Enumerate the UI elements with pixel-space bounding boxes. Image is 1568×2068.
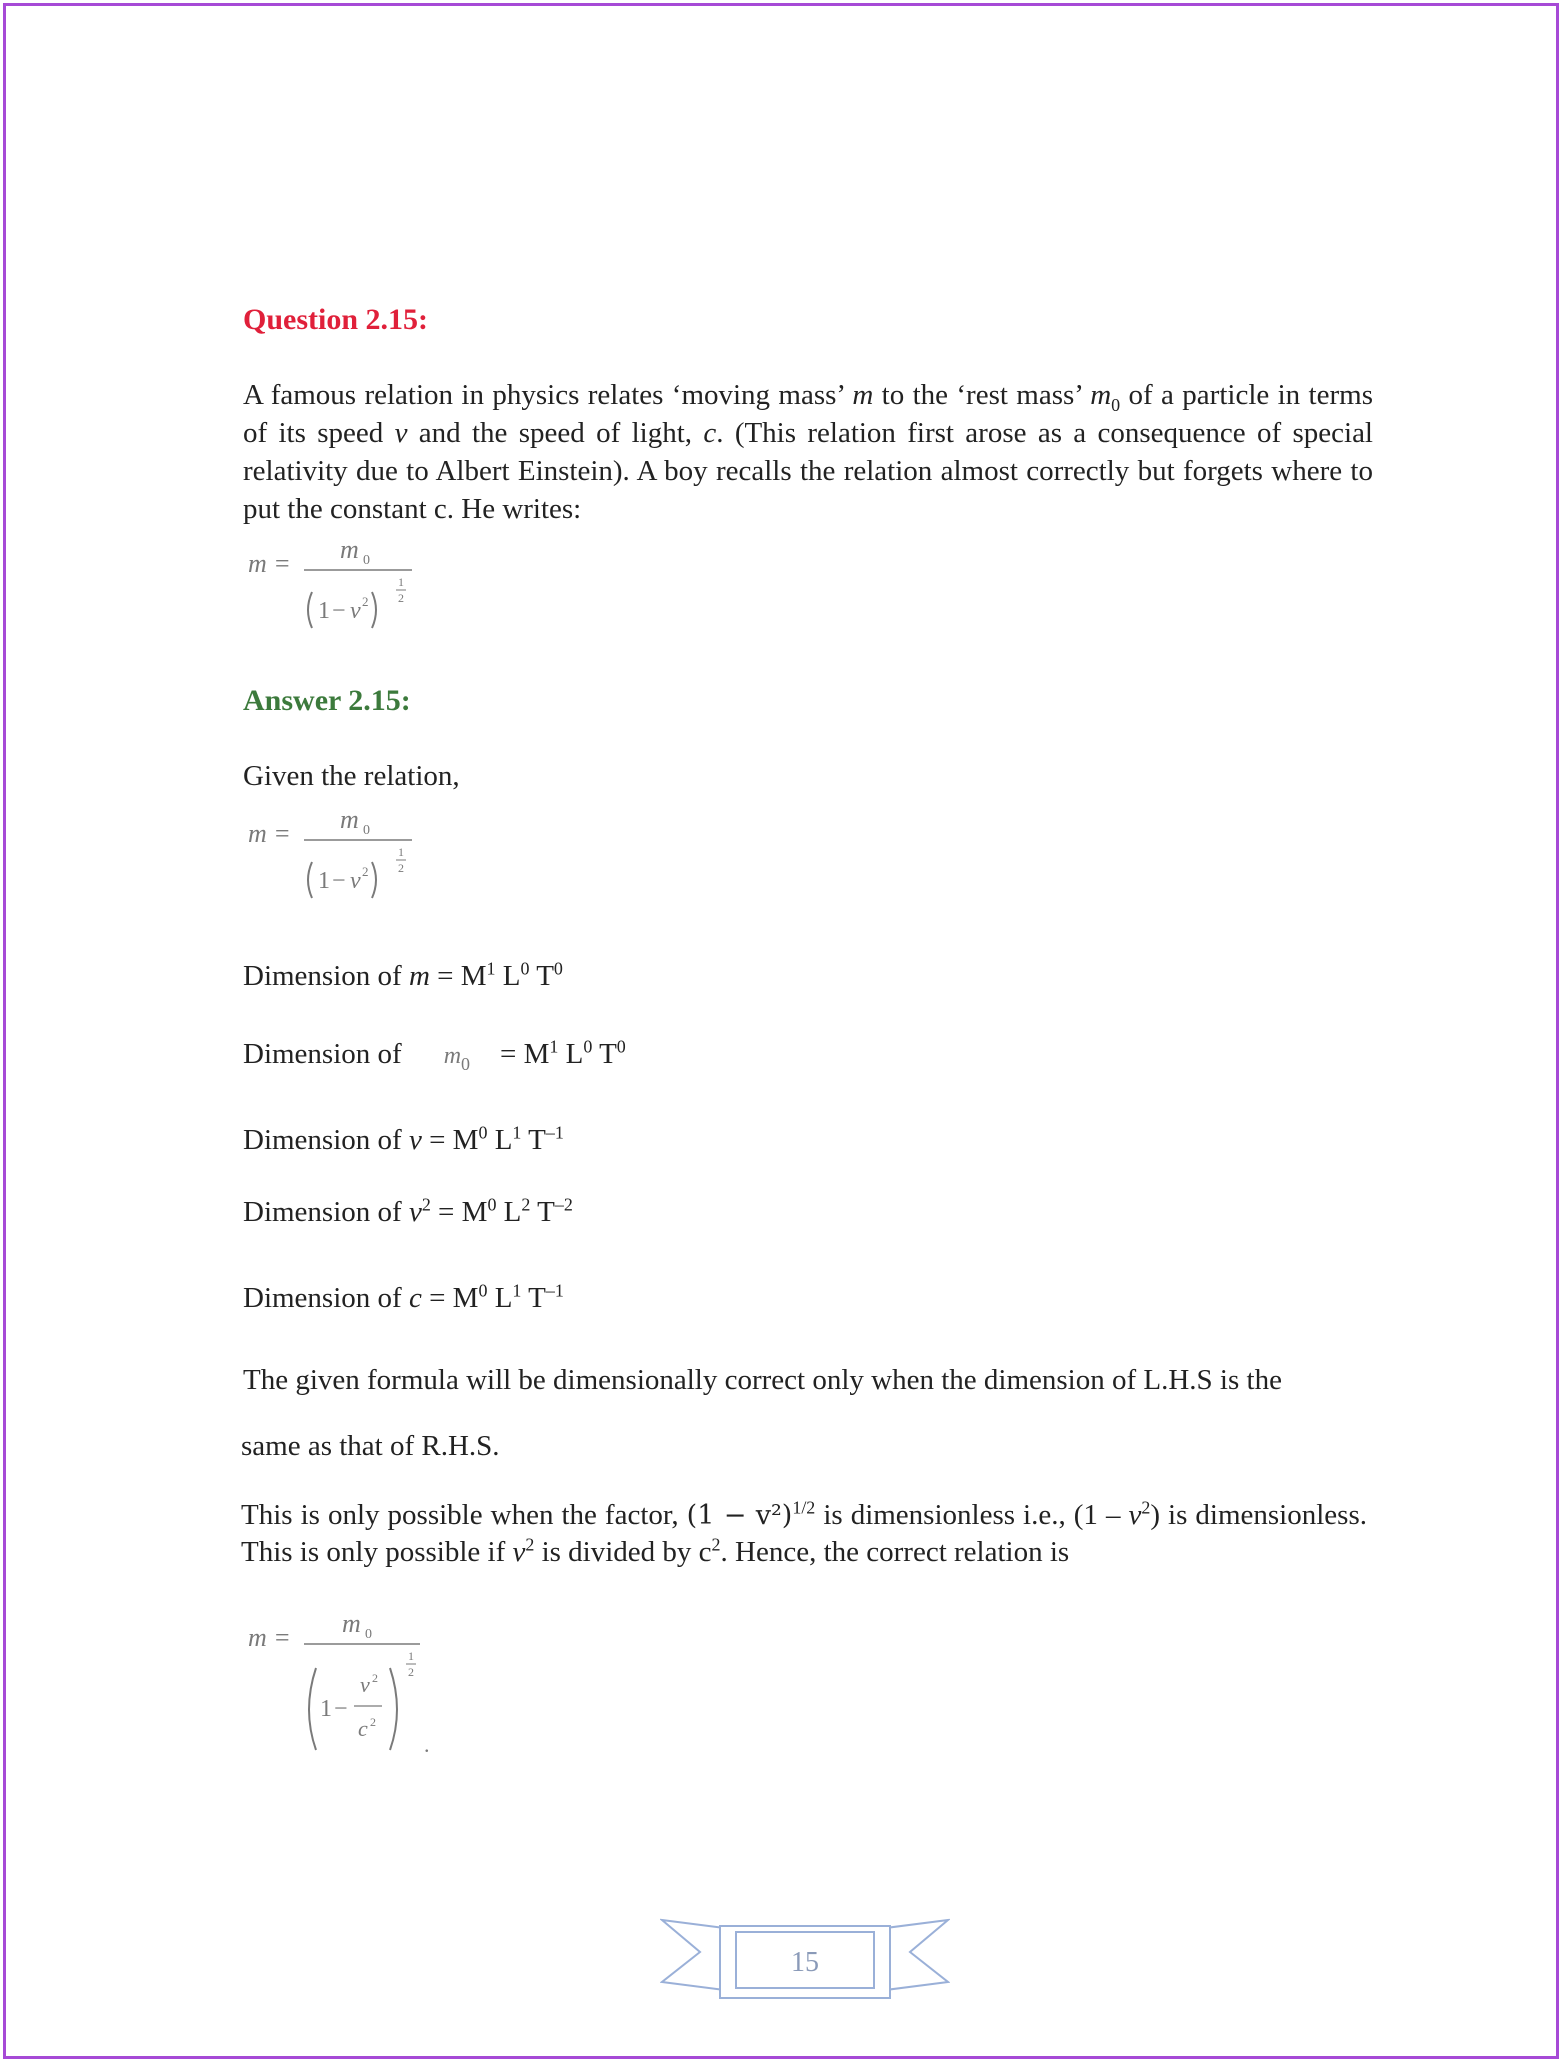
svg-text:0: 0	[363, 823, 370, 838]
svg-text:m: m	[340, 805, 359, 834]
dimension-c: Dimension of $c = M^0$ $L^1$ $T^{-1}$	[243, 1280, 564, 1314]
svg-text:m: m	[340, 535, 359, 564]
svg-text:−: −	[332, 868, 346, 894]
page-number-ribbon	[660, 1912, 950, 2002]
svg-text:0: 0	[365, 1627, 372, 1642]
svg-text:v: v	[360, 1672, 370, 1697]
svg-text:m =: m =	[248, 819, 291, 848]
answer-heading: Answer 2.15:	[243, 684, 411, 717]
answer-para-1-line-2: same as that of R.H.S.	[241, 1430, 500, 1462]
svg-text:v: v	[350, 598, 361, 624]
svg-text:1: 1	[320, 1696, 332, 1722]
svg-text:.: .	[424, 1732, 430, 1757]
svg-text:1: 1	[318, 868, 330, 894]
svg-text:2: 2	[398, 861, 404, 875]
equation-incorrect-relation	[246, 530, 426, 655]
equation-given-relation	[246, 800, 426, 925]
svg-text:m: m	[342, 1609, 361, 1638]
svg-text:2: 2	[398, 591, 404, 605]
equation-correct-relation	[246, 1600, 446, 1765]
svg-text:2: 2	[362, 594, 369, 609]
page-number: 15	[791, 1947, 819, 1978]
answer-para-1-line-1: The given formula will be dimensionally correct only when the dimension of L.H.S is the	[243, 1364, 1282, 1396]
svg-text:2: 2	[372, 1671, 378, 1685]
svg-text:2: 2	[408, 1665, 414, 1679]
page-border	[3, 3, 1559, 2059]
svg-text:1: 1	[408, 1649, 414, 1663]
answer-intro: Given the relation,	[243, 760, 460, 792]
question-heading: Question 2.15:	[243, 303, 429, 336]
svg-text:1: 1	[398, 845, 404, 859]
question-text: A famous relation in physics relates ‘moving mass’ m to the ‘rest mass’ $m_0$ of a particle in terms of its speed v and the speed of light, c. (This relation first arose as a consequence of special relativity due to Albert Einstein). A boy recalls the relation almost correctly but forgets where to put the constant c. He writes:	[243, 379, 1373, 525]
dimension-v: Dimension of $v = M^0$ $L^1$ $T^{-1}$	[243, 1122, 564, 1156]
svg-text:−: −	[334, 1696, 348, 1722]
svg-text:2: 2	[362, 864, 369, 879]
svg-text:v: v	[350, 868, 361, 894]
svg-text:1: 1	[318, 598, 330, 624]
svg-text:m =: m =	[248, 1623, 291, 1652]
svg-text:m =: m =	[248, 549, 291, 578]
dimension-m0: Dimension of $m_0 = M^1$ $L^0$ $T^0$	[243, 1036, 626, 1074]
svg-text:1: 1	[398, 575, 404, 589]
svg-text:−: −	[332, 598, 346, 624]
svg-text:c: c	[358, 1716, 368, 1741]
dimension-m: Dimension of $m = M^1$ $L^0$ $T^0$	[243, 958, 563, 992]
dimension-v-squared: Dimension of $v^2 = M^0$ $L^2$ $T^{-2}$	[243, 1194, 573, 1228]
answer-para-2: This is only possible when the factor, $(1 - v^2)^{1/2}$ is dimensionless i.e., $(1 - v^2)$ is dimensionless. This is only possible if $v^2$ is divided by $c^2$. Hence, the correct relation is	[241, 1497, 1367, 1568]
svg-text:0: 0	[363, 553, 370, 568]
svg-text:2: 2	[370, 1715, 376, 1729]
